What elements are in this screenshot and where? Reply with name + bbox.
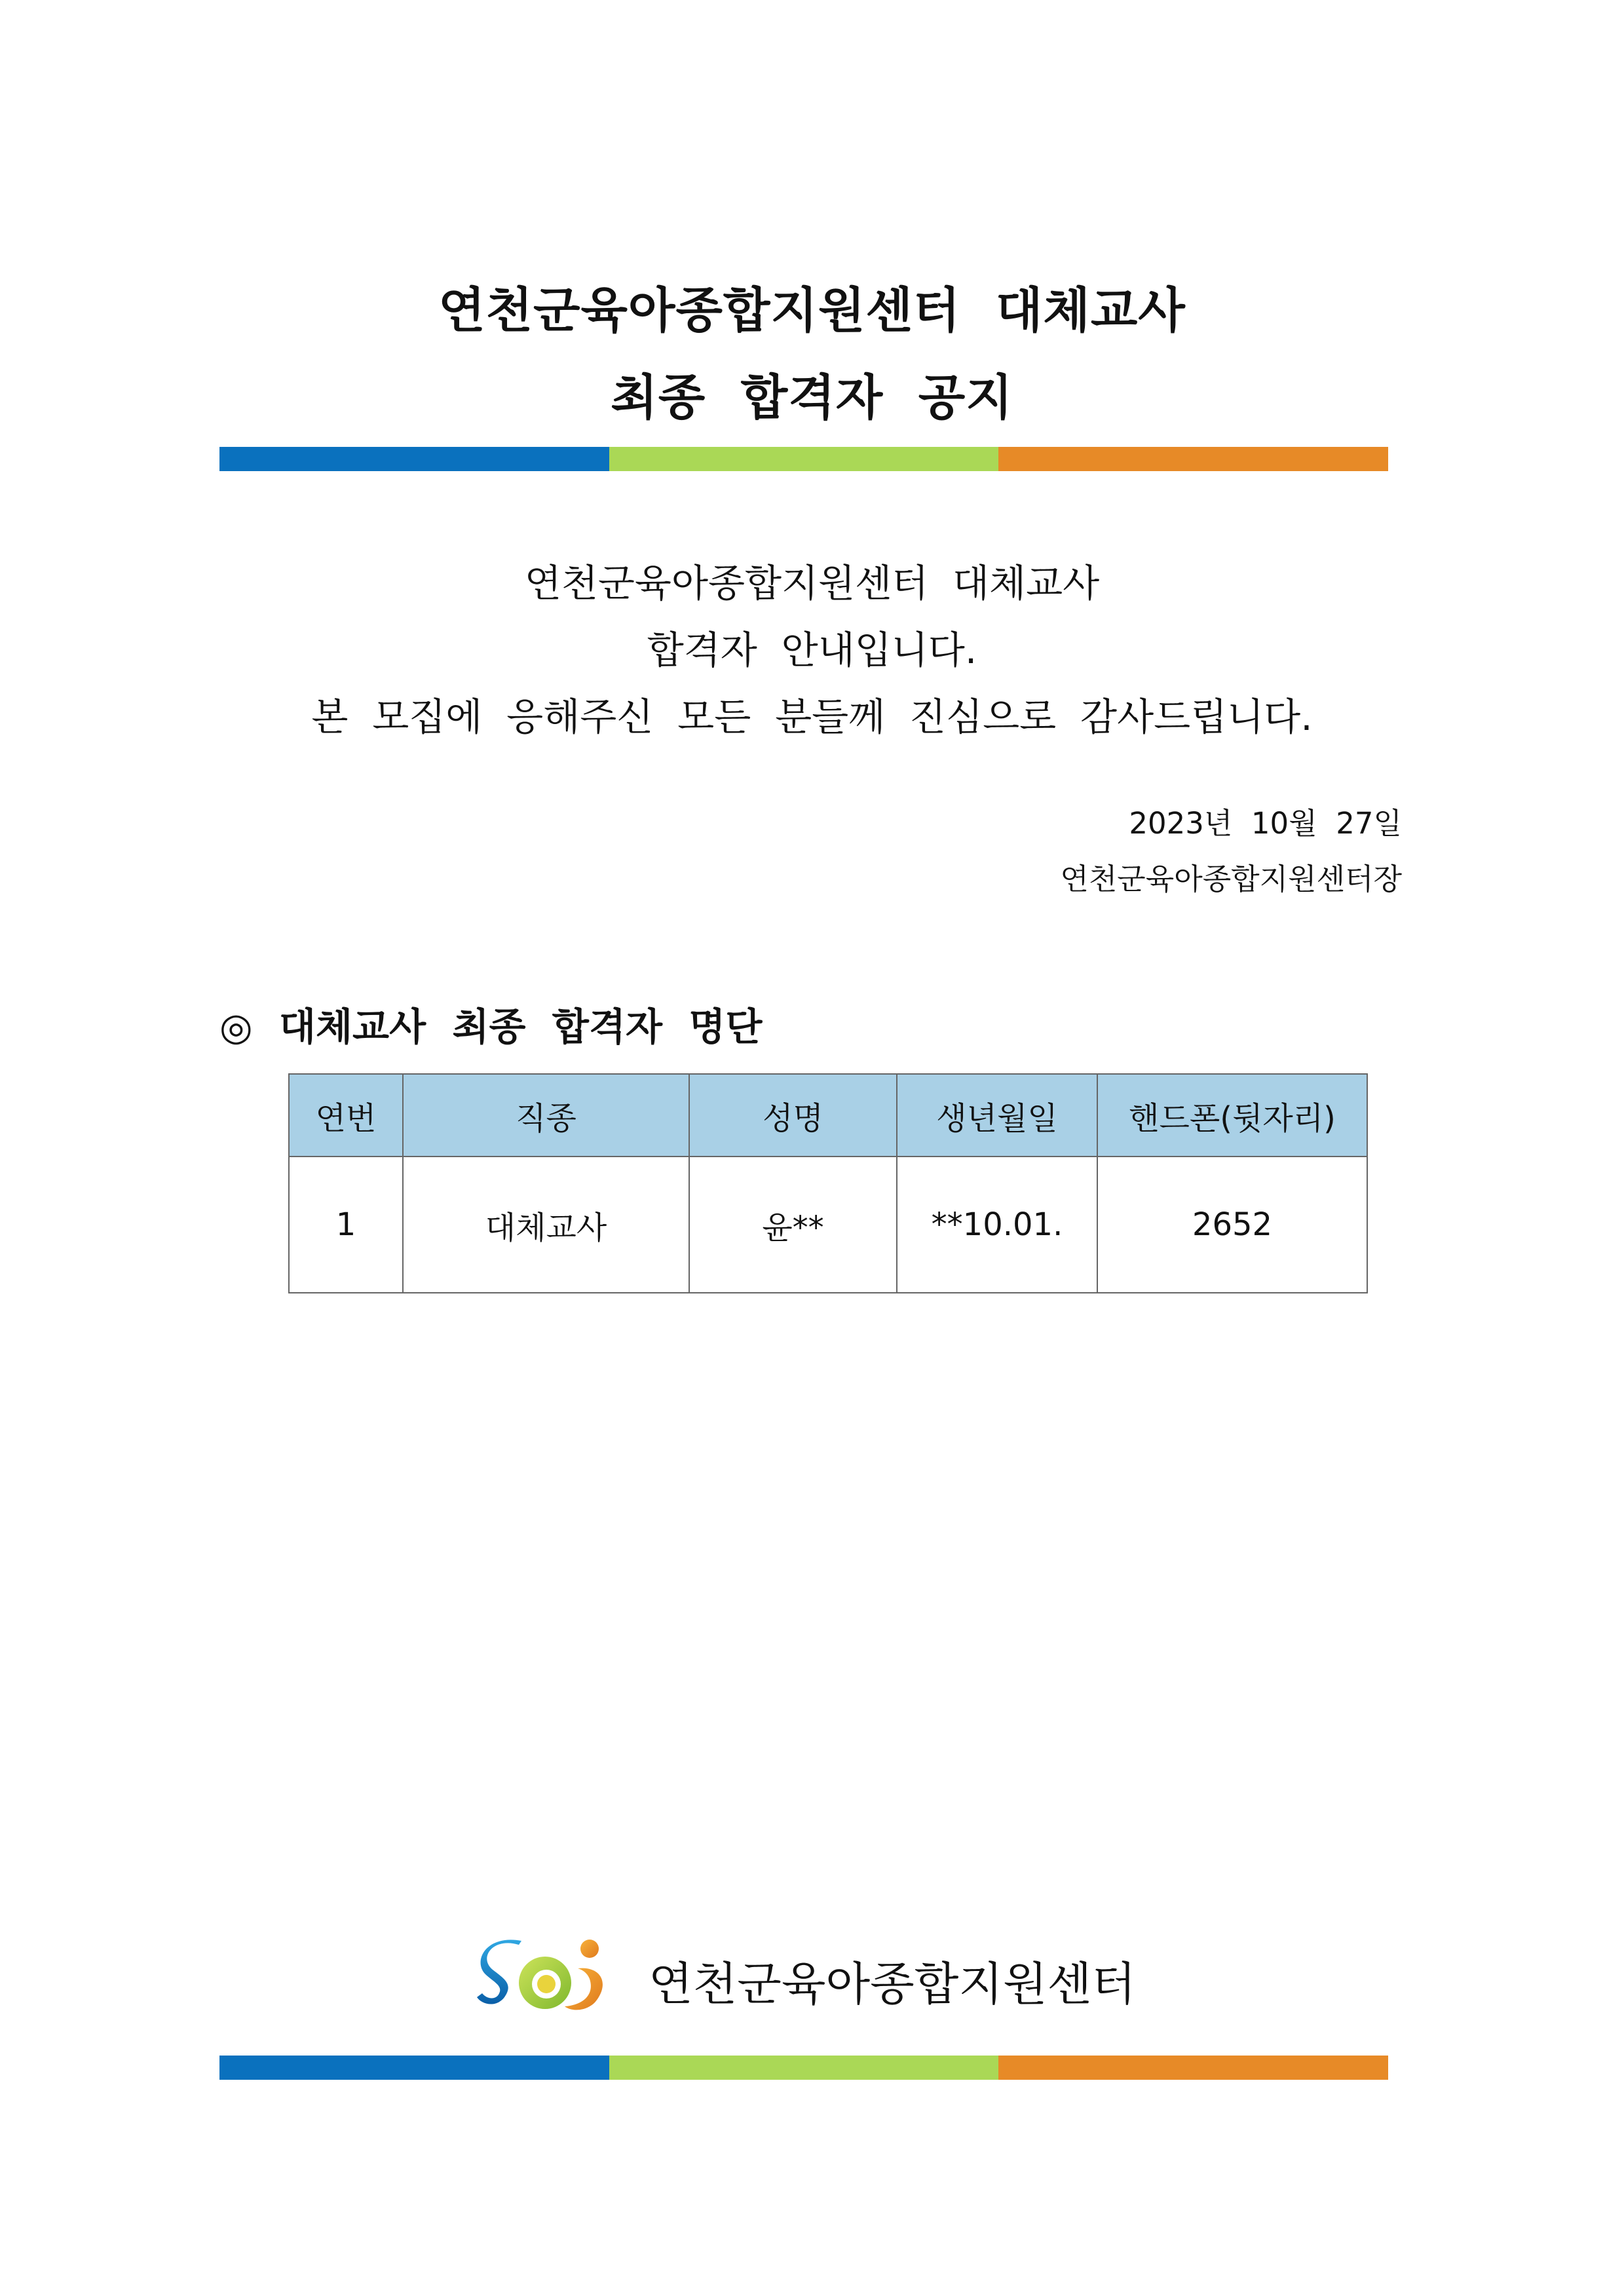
intro-line-1: 연천군육아종합지원센터 대체교사 — [524, 561, 1100, 605]
cell-phone-last-digits: 2652 — [1097, 1157, 1367, 1293]
section-heading: ◎ 대체교사 최종 합격자 명단 — [219, 1004, 763, 1049]
cell-birthdate: **10.01. — [897, 1157, 1097, 1293]
table-header-row — [289, 1074, 1367, 1157]
notice-issuer: 연천군육아종합지원센터장 — [1060, 862, 1402, 896]
top-color-bar-blue — [219, 447, 609, 471]
bottom-color-bar-orange — [998, 2056, 1388, 2080]
cell-job-type: 대체교사 — [403, 1157, 689, 1293]
finalist-table — [288, 1073, 1368, 1293]
column-header-name: 성명 — [689, 1074, 897, 1157]
footer-center-name: 연천군육아종합지원센터 — [649, 1957, 1136, 2011]
top-color-bar-green — [609, 447, 999, 471]
column-header-phone-last-digits: 핸드폰(뒷자리) — [1097, 1074, 1367, 1157]
bottom-color-bar — [219, 2056, 1388, 2080]
document-title-line-2: 최종 합격자 공지 — [611, 370, 1013, 426]
top-color-bar-orange — [998, 447, 1388, 471]
table-row — [289, 1157, 1367, 1293]
center-logo-icon — [473, 1932, 617, 2017]
column-header-number: 연번 — [289, 1074, 403, 1157]
notice-date: 2023년 10월 27일 — [1129, 806, 1402, 841]
document-title-line-1: 연천군육아종합지원센터 대체교사 — [438, 282, 1186, 339]
intro-line-2: 합격자 안내입니다. — [647, 628, 977, 672]
column-header-birthdate: 생년월일 — [897, 1074, 1097, 1157]
top-color-bar — [219, 447, 1388, 471]
bottom-color-bar-green — [609, 2056, 999, 2080]
bottom-color-bar-blue — [219, 2056, 609, 2080]
column-header-job-type: 직종 — [403, 1074, 689, 1157]
intro-line-3: 본 모집에 응해주신 모든 분들께 진심으로 감사드립니다. — [311, 695, 1313, 739]
cell-number: 1 — [289, 1157, 403, 1293]
cell-name: 윤** — [689, 1157, 897, 1293]
